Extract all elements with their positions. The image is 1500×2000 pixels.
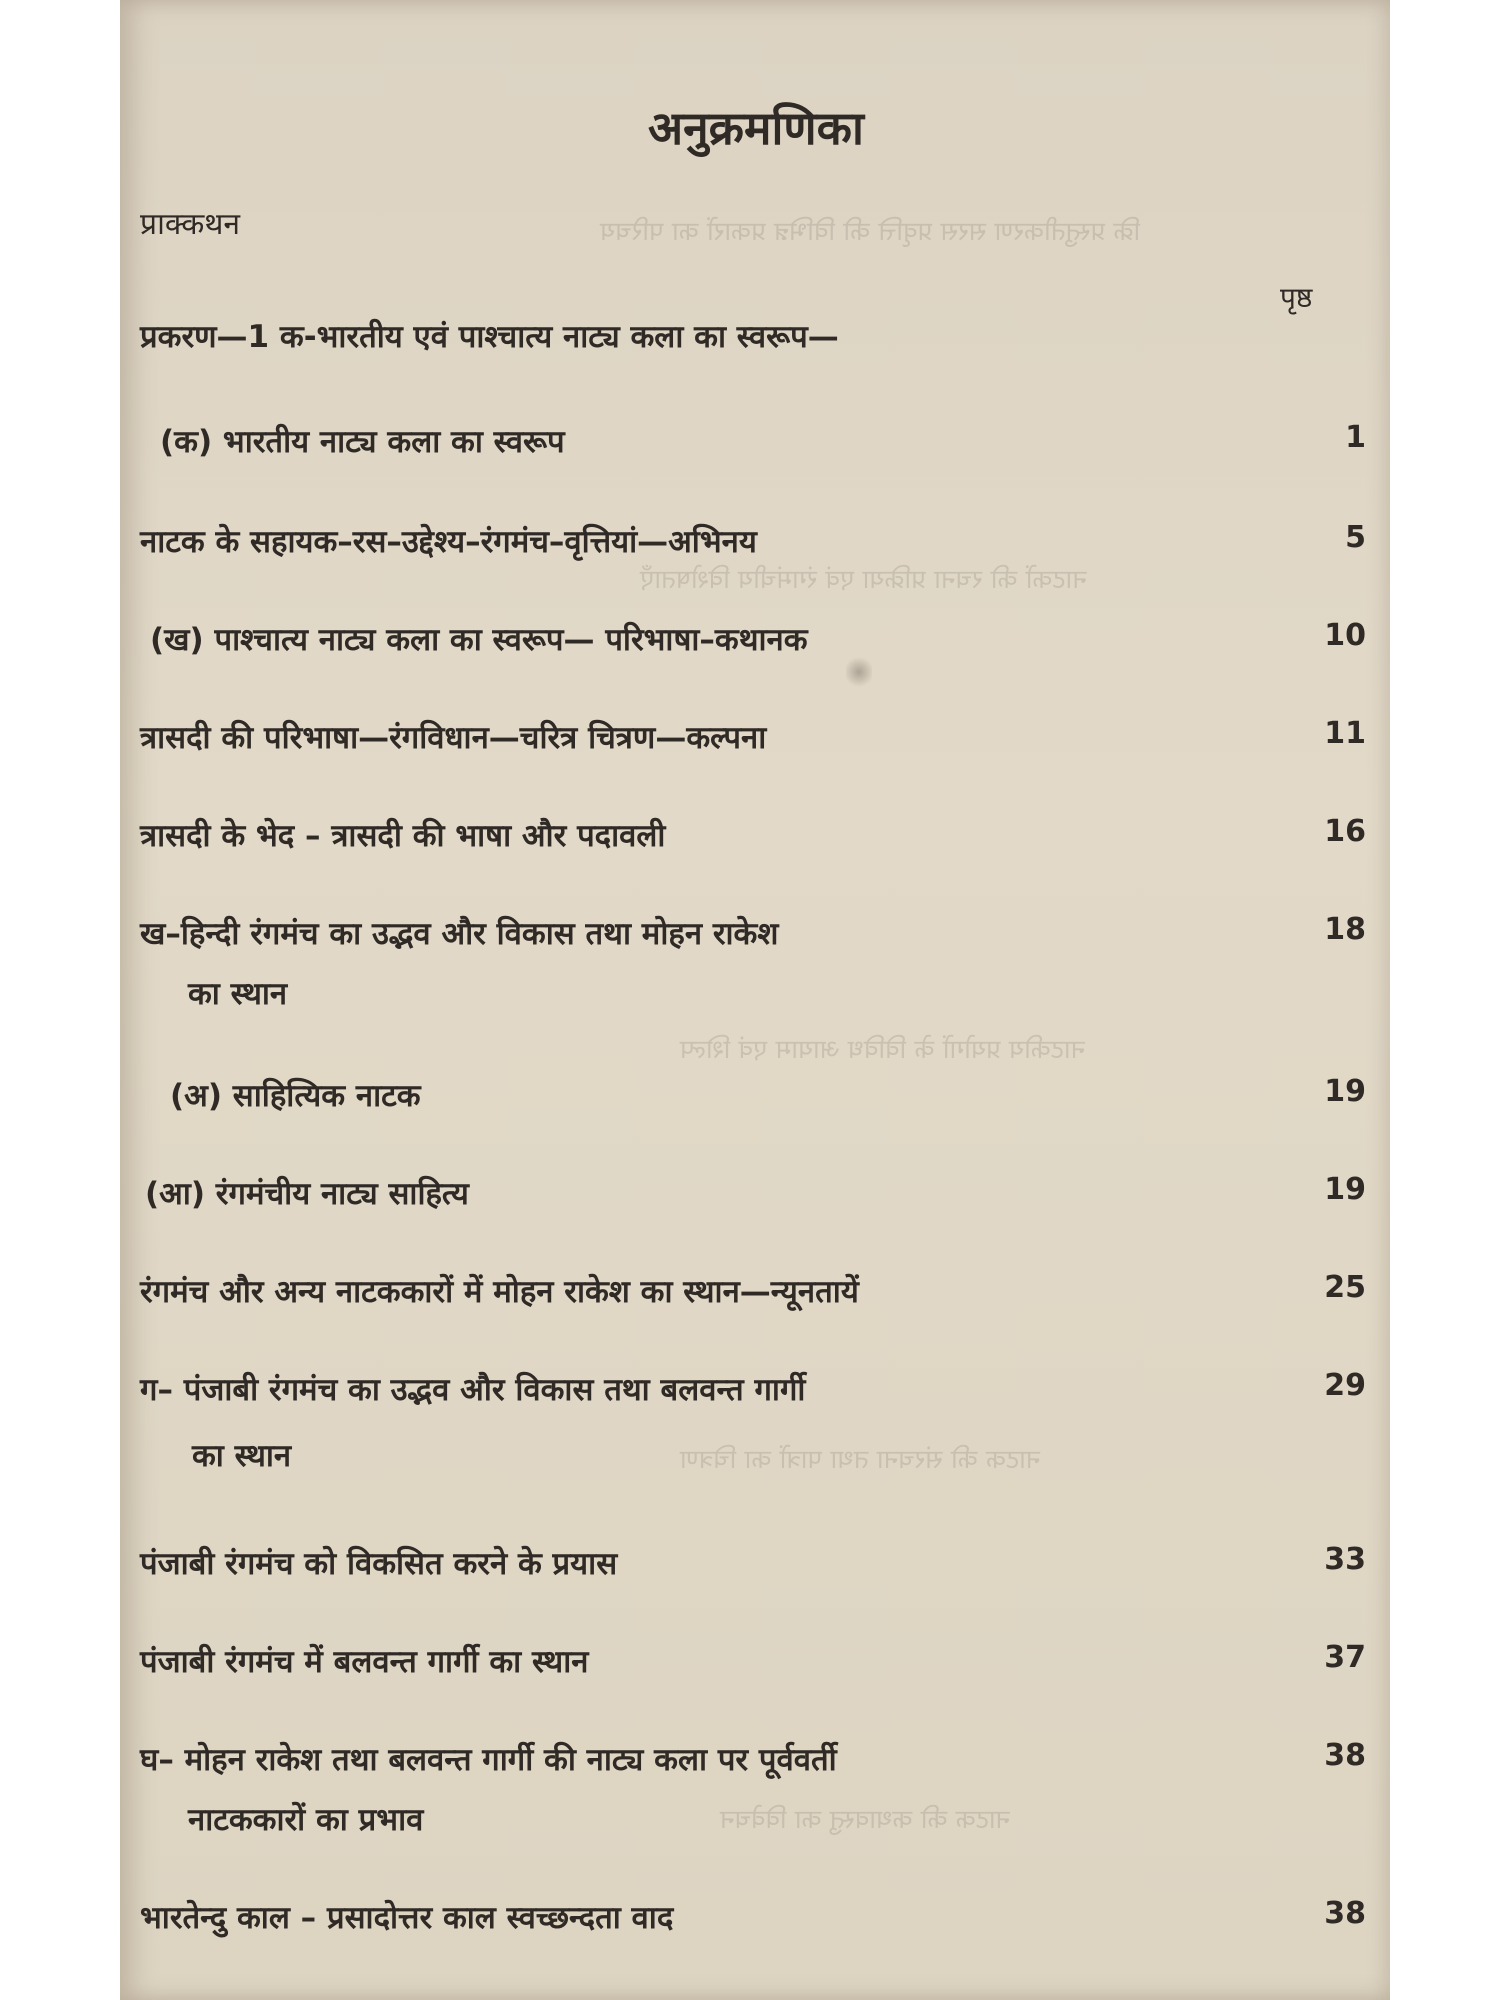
toc-entry: ख–हिन्दी रंगमंच का उद्भव और विकास तथा मोहन राकेश <box>140 916 779 952</box>
toc-entry: (क) भारतीय नाट्य कला का स्वरूप <box>160 424 565 460</box>
show-through-text: नाटकीय प्रयोगों के विविध आयाम एवं शिल्प <box>680 1035 1086 1065</box>
toc-page-number: 11 <box>1324 716 1366 751</box>
toc-entry: त्रासदी की परिभाषा—रंगविधान—चरित्र चित्रण—कल्पना <box>140 720 767 756</box>
toc-page-number: 18 <box>1324 912 1366 947</box>
toc-page-number: 38 <box>1324 1738 1366 1773</box>
toc-page-number: 5 <box>1345 520 1366 555</box>
toc-entry: त्रासदी के भेद – त्रासदी की भाषा और पदावली <box>140 818 666 854</box>
toc-page-number: 33 <box>1324 1542 1366 1577</box>
toc-page-number: 38 <box>1324 1896 1366 1931</box>
toc-entry-chapter-1: प्रकरण—1 क-भारतीय एवं पाश्चात्य नाट्य कला का स्वरूप— <box>140 319 839 355</box>
toc-entry: रंगमंच और अन्य नाटककारों में मोहन राकेश का स्थान—न्यूनतायें <box>140 1274 859 1310</box>
ink-smudge <box>846 655 872 689</box>
toc-page-number: 29 <box>1324 1368 1366 1403</box>
show-through-text: क्रि प्रस्तुतीकरण सरस प्रवृत्ति की विभिन्न प्रकारों का परिचय <box>600 217 1141 247</box>
toc-page-number: 37 <box>1324 1640 1366 1675</box>
show-through-text: नाटकों की रचना प्रक्रिया एवं रंगमंचीय विशेषताएँ <box>640 565 1087 595</box>
toc-entry: पंजाबी रंगमंच में बलवन्त गार्गी का स्थान <box>140 1644 589 1680</box>
toc-page-number: 16 <box>1324 814 1366 849</box>
toc-entry: पंजाबी रंगमंच को विकसित करने के प्रयास <box>140 1546 618 1582</box>
toc-entry: ग– पंजाबी रंगमंच का उद्भव और विकास तथा बलवन्त गार्गी <box>140 1372 806 1408</box>
toc-entry-continuation: का स्थान <box>188 976 288 1012</box>
toc-page-number: 19 <box>1324 1074 1366 1109</box>
page-column-label: पृष्ठ <box>1280 281 1313 314</box>
toc-entry-continuation: का स्थान <box>192 1438 292 1474</box>
toc-entry-continuation: नाटककारों का प्रभाव <box>188 1802 424 1838</box>
book-page <box>120 0 1390 2000</box>
toc-entry: भारतेन्दु काल – प्रसादोत्तर काल स्वच्छन्दता वाद <box>140 1900 674 1936</box>
toc-page-number: 1 <box>1345 420 1366 455</box>
toc-entry: घ– मोहन राकेश तथा बलवन्त गार्गी की नाट्य कला पर पूर्ववर्ती <box>140 1742 837 1778</box>
toc-entry: नाटक के सहायक–रस–उद्देश्य–रंगमंच–वृत्तियां—अभिनय <box>140 524 757 560</box>
page-title: अनुक्रमणिका <box>648 101 864 155</box>
preface-label: प्राक्कथन <box>140 207 241 242</box>
toc-entry: (ख) पाश्चात्य नाट्य कला का स्वरूप— परिभाषा–कथानक <box>150 622 808 658</box>
toc-page-number: 10 <box>1324 618 1366 653</box>
show-through-text: नाटक की कथावस्तु का विवेचन <box>720 1805 1010 1835</box>
toc-entry: (अ) साहित्यिक नाटक <box>170 1078 421 1114</box>
toc-entry: (आ) रंगमंचीय नाट्य साहित्य <box>145 1176 469 1212</box>
toc-page-number: 25 <box>1324 1270 1366 1305</box>
toc-page-number: 19 <box>1324 1172 1366 1207</box>
show-through-text: नाटक की संरचना तथा पात्रों का चित्रण <box>680 1445 1041 1475</box>
